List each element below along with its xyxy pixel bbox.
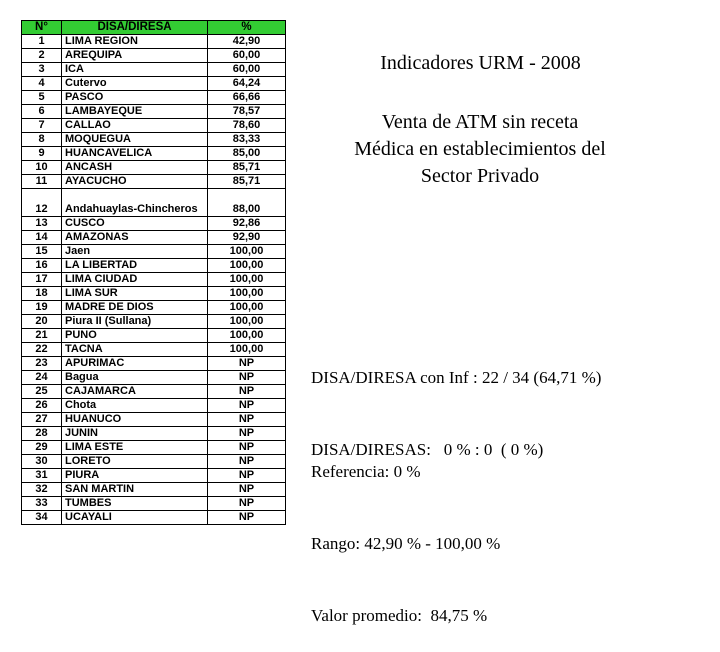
table-row	[22, 245, 286, 259]
row-disa: PIURA	[62, 469, 208, 483]
row-number: 30	[22, 455, 62, 469]
row-number: 9	[22, 147, 62, 161]
row-percent: NP	[208, 413, 286, 427]
row-percent: 60,00	[208, 63, 286, 77]
description-line: Sector Privado	[420, 165, 540, 187]
row-disa: LIMA ESTE	[62, 441, 208, 455]
table-row	[22, 77, 286, 91]
row-percent: 100,00	[208, 329, 286, 343]
row-disa: ANCASH	[62, 161, 208, 175]
summary-line: DISA/DIRESAS: 0 % : 0 ( 0 %)	[311, 440, 544, 459]
row-number: 5	[22, 91, 62, 105]
row-disa: AYACUCHO	[62, 175, 208, 189]
row-number: 13	[22, 217, 62, 231]
indicator-description	[310, 109, 650, 190]
row-percent: 100,00	[208, 245, 286, 259]
row-disa: CALLAO	[62, 119, 208, 133]
row-number: 8	[22, 133, 62, 147]
row-disa: UCAYALI	[62, 511, 208, 525]
table-row	[22, 273, 286, 287]
table-row	[22, 511, 286, 525]
row-percent: 100,00	[208, 287, 286, 301]
row-percent: 92,90	[208, 231, 286, 245]
row-number: 11	[22, 175, 62, 189]
row-number: 12	[22, 189, 62, 217]
row-percent: 78,57	[208, 105, 286, 119]
table-row	[22, 497, 286, 511]
description-line: Venta de ATM sin receta	[381, 111, 579, 133]
row-number: 2	[22, 49, 62, 63]
row-disa: HUANCAVELICA	[62, 147, 208, 161]
row-number: 7	[22, 119, 62, 133]
row-disa: PUNO	[62, 329, 208, 343]
table-row	[22, 133, 286, 147]
row-percent: NP	[208, 371, 286, 385]
row-disa: Andahuaylas-Chincheros	[62, 189, 208, 217]
row-percent: 88,00	[208, 189, 286, 217]
header-disa: DISA/DIRESA	[62, 21, 208, 35]
table-header-row	[22, 21, 286, 35]
disa-table-container	[21, 20, 285, 524]
row-disa: Chota	[62, 399, 208, 413]
row-percent: 100,00	[208, 343, 286, 357]
average-line: Valor promedio: 84,75 %	[311, 606, 488, 625]
range-line: Rango: 42,90 % - 100,00 %	[311, 534, 501, 553]
row-percent: NP	[208, 427, 286, 441]
row-number: 25	[22, 385, 62, 399]
table-row	[22, 315, 286, 329]
row-disa: HUANUCO	[62, 413, 208, 427]
table-row	[22, 483, 286, 497]
row-number: 26	[22, 399, 62, 413]
row-disa: Jaen	[62, 245, 208, 259]
table-row	[22, 147, 286, 161]
row-disa: LAMBAYEQUE	[62, 105, 208, 119]
table-row	[22, 35, 286, 49]
table-row	[22, 399, 286, 413]
row-number: 27	[22, 413, 62, 427]
row-disa: TACNA	[62, 343, 208, 357]
row-percent: NP	[208, 483, 286, 497]
row-disa: Piura II (Sullana)	[62, 315, 208, 329]
table-row	[22, 329, 286, 343]
row-percent: 85,71	[208, 161, 286, 175]
row-percent: 78,60	[208, 119, 286, 133]
table-row	[22, 63, 286, 77]
row-percent: NP	[208, 497, 286, 511]
row-disa: LA LIBERTAD	[62, 259, 208, 273]
table-row	[22, 259, 286, 273]
header-number: N°	[22, 21, 62, 35]
table-row	[22, 301, 286, 315]
row-number: 29	[22, 441, 62, 455]
row-percent: 100,00	[208, 259, 286, 273]
row-disa: Bagua	[62, 371, 208, 385]
table-row	[22, 385, 286, 399]
row-disa: LIMA SUR	[62, 287, 208, 301]
row-disa: LIMA REGION	[62, 35, 208, 49]
table-row	[22, 217, 286, 231]
row-number: 1	[22, 35, 62, 49]
reference-line: Referencia: 0 %	[311, 462, 421, 481]
table-row	[22, 91, 286, 105]
row-disa: ICA	[62, 63, 208, 77]
row-percent: NP	[208, 399, 286, 413]
row-disa: TUMBES	[62, 497, 208, 511]
table-row	[22, 287, 286, 301]
table-row	[22, 49, 286, 63]
row-number: 28	[22, 427, 62, 441]
row-percent: NP	[208, 385, 286, 399]
table-row	[22, 105, 286, 119]
stats-block	[311, 412, 500, 652]
row-number: 21	[22, 329, 62, 343]
row-percent: 42,90	[208, 35, 286, 49]
row-percent: 64,24	[208, 77, 286, 91]
row-number: 32	[22, 483, 62, 497]
row-number: 14	[22, 231, 62, 245]
row-percent: 60,00	[208, 49, 286, 63]
row-percent: 100,00	[208, 315, 286, 329]
row-percent: NP	[208, 511, 286, 525]
row-disa: JUNIN	[62, 427, 208, 441]
row-disa: CAJAMARCA	[62, 385, 208, 399]
row-number: 4	[22, 77, 62, 91]
row-disa: LIMA CIUDAD	[62, 273, 208, 287]
row-percent: NP	[208, 469, 286, 483]
table-row	[22, 119, 286, 133]
description-line: Médica en establecimientos del	[354, 138, 606, 160]
table-row	[22, 343, 286, 357]
row-percent: NP	[208, 357, 286, 371]
page-title: Indicadores URM - 2008	[380, 52, 581, 74]
row-number: 15	[22, 245, 62, 259]
row-percent: 92,86	[208, 217, 286, 231]
header-percent: %	[208, 21, 286, 35]
table-row	[22, 231, 286, 245]
row-disa: MADRE DE DIOS	[62, 301, 208, 315]
row-percent: 100,00	[208, 301, 286, 315]
row-percent: NP	[208, 455, 286, 469]
row-number: 22	[22, 343, 62, 357]
row-number: 17	[22, 273, 62, 287]
row-number: 23	[22, 357, 62, 371]
row-number: 34	[22, 511, 62, 525]
table-body	[22, 35, 286, 525]
row-number: 10	[22, 161, 62, 175]
table-row	[22, 175, 286, 189]
table-row	[22, 371, 286, 385]
table-row	[22, 469, 286, 483]
row-disa: SAN MARTIN	[62, 483, 208, 497]
row-disa: AREQUIPA	[62, 49, 208, 63]
row-number: 24	[22, 371, 62, 385]
row-disa: CUSCO	[62, 217, 208, 231]
row-percent: 83,33	[208, 133, 286, 147]
row-disa: APURIMAC	[62, 357, 208, 371]
row-number: 20	[22, 315, 62, 329]
row-disa: PASCO	[62, 91, 208, 105]
row-disa: AMAZONAS	[62, 231, 208, 245]
row-number: 33	[22, 497, 62, 511]
summary-line: DISA/DIRESA con Inf : 22 / 34 (64,71 %)	[311, 368, 602, 387]
table-row	[22, 161, 286, 175]
table-row	[22, 455, 286, 469]
row-number: 19	[22, 301, 62, 315]
row-number: 31	[22, 469, 62, 483]
row-disa: MOQUEGUA	[62, 133, 208, 147]
row-percent: 85,71	[208, 175, 286, 189]
row-disa: LORETO	[62, 455, 208, 469]
row-percent: NP	[208, 441, 286, 455]
row-disa: Cutervo	[62, 77, 208, 91]
row-percent: 66,66	[208, 91, 286, 105]
table-row	[22, 427, 286, 441]
row-percent: 85,00	[208, 147, 286, 161]
table-row	[22, 413, 286, 427]
row-number: 3	[22, 63, 62, 77]
row-number: 16	[22, 259, 62, 273]
disa-table	[21, 20, 286, 525]
table-row	[22, 441, 286, 455]
table-row	[22, 189, 286, 217]
row-number: 18	[22, 287, 62, 301]
row-number: 6	[22, 105, 62, 119]
table-row	[22, 357, 286, 371]
row-percent: 100,00	[208, 273, 286, 287]
